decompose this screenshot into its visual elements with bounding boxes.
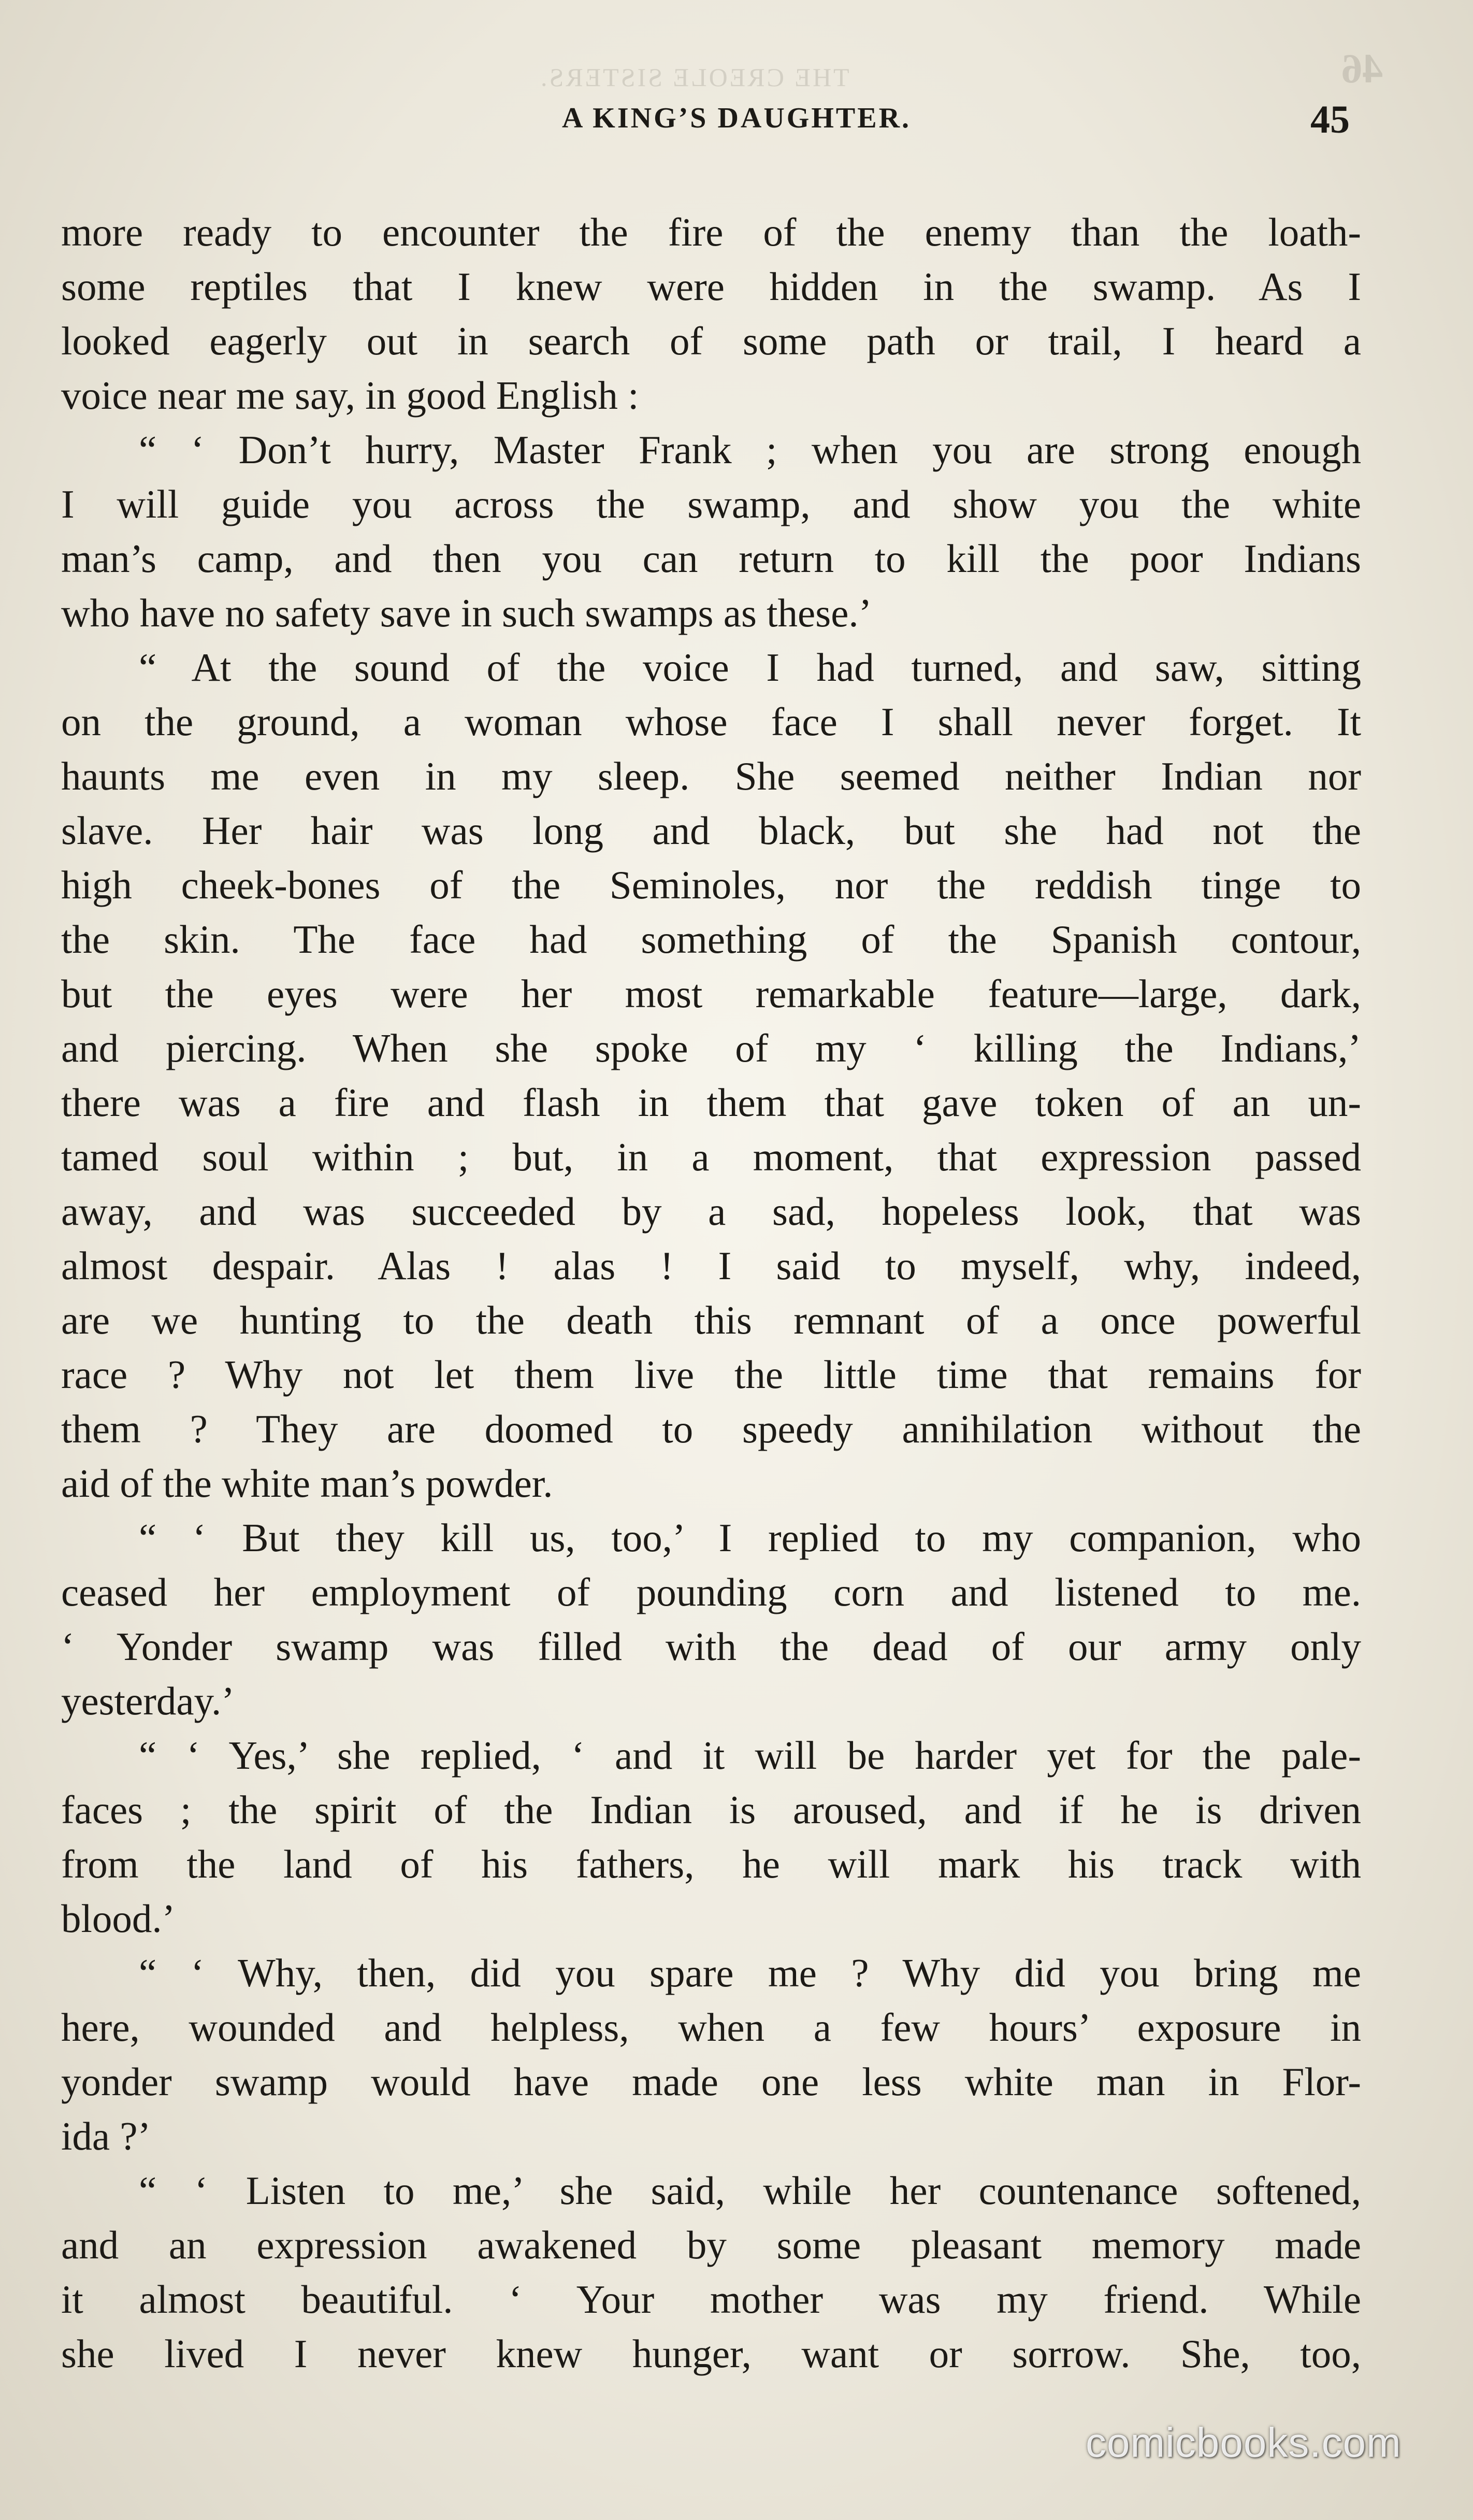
text-line: “ ‘ Listen to me,’ she said, while her countenance softened,: [139, 2168, 1361, 2213]
text-line: away, and was succeeded by a sad, hopeless look, that was: [61, 1189, 1361, 1234]
running-head: A KING’S DAUGHTER.: [561, 102, 912, 134]
text-line: “ ‘ Why, then, did you spare me ? Why did you bring me: [139, 1951, 1361, 1995]
text-line: haunts me even in my sleep. She seemed neither Indian nor: [61, 754, 1361, 798]
text-line: yesterday.’: [61, 1679, 235, 1723]
page-number: 45: [1310, 98, 1350, 141]
text-line: high cheek-bones of the Seminoles, nor the reddish tinge to: [61, 863, 1361, 907]
text-line: here, wounded and helpless, when a few hours’ exposure in: [61, 2005, 1361, 2050]
show-through-page-number: 46: [1341, 46, 1383, 92]
text-line: more ready to encounter the fire of the enemy than the loath-: [61, 210, 1361, 254]
text-line: the skin. The face had something of the Spanish contour,: [61, 917, 1361, 962]
text-line: aid of the white man’s powder.: [61, 1461, 553, 1506]
text-line: who have no safety save in such swamps as these.’: [61, 591, 872, 635]
text-line: race ? Why not let them live the little time that remains for: [61, 1352, 1361, 1397]
text-line: faces ; the spirit of the Indian is aroused, and if he is driven: [61, 1787, 1361, 1832]
show-through-running-head: THE CREOLE SISTERS.: [539, 63, 849, 92]
text-line: them ? They are doomed to speedy annihilation without the: [61, 1407, 1361, 1451]
text-line: tamed soul within ; but, in a moment, that expression passed: [61, 1135, 1361, 1179]
text-line: “ At the sound of the voice I had turned, and saw, sitting: [139, 645, 1361, 690]
text-line: slave. Her hair was long and black, but she had not the: [61, 808, 1361, 853]
text-line: “ ‘ But they kill us, too,’ I replied to my companion, who: [139, 1515, 1361, 1560]
text-line: blood.’: [61, 1896, 176, 1941]
body-text: [61, 205, 1361, 2381]
text-line: man’s camp, and then you can return to kill the poor Indians: [61, 536, 1361, 581]
text-line: I will guide you across the swamp, and show you the white: [61, 482, 1361, 526]
text-line: she lived I never knew hunger, want or sorrow. She, too,: [61, 2331, 1361, 2376]
text-line: almost despair. Alas ! alas ! I said to myself, why, indeed,: [61, 1243, 1361, 1288]
text-line: ida ?’: [61, 2114, 151, 2158]
text-line: but the eyes were her most remarkable feature—large, dark,: [61, 971, 1361, 1016]
text-line: and an expression awakened by some pleasant memory made: [61, 2223, 1361, 2267]
text-line: ceased her employment of pounding corn and listened to me.: [61, 1570, 1361, 1614]
text-line: and piercing. When she spoke of my ‘ killing the Indians,’: [61, 1026, 1361, 1070]
text-line: are we hunting to the death this remnant of a once powerful: [61, 1298, 1361, 1342]
text-line: some reptiles that I knew were hidden in the swamp. As I: [61, 264, 1361, 309]
page-header: [0, 98, 1473, 148]
watermark-logo: comicbooks.com: [1086, 2419, 1402, 2466]
text-line: “ ‘ Don’t hurry, Master Frank ; when you are strong enough: [139, 427, 1361, 472]
text-line: looked eagerly out in search of some path or trail, I heard a: [61, 319, 1361, 363]
text-line: there was a fire and flash in them that gave token of an un-: [61, 1080, 1361, 1125]
text-line: on the ground, a woman whose face I shall never forget. It: [61, 699, 1361, 744]
text-line: yonder swamp would have made one less white man in Flor-: [61, 2059, 1361, 2104]
text-line: ‘ Yonder swamp was filled with the dead of our army only: [61, 1624, 1361, 1669]
text-line: from the land of his fathers, he will mark his track with: [61, 1842, 1361, 1886]
text-line: “ ‘ Yes,’ she replied, ‘ and it will be harder yet for the pale-: [139, 1733, 1361, 1778]
text-line: it almost beautiful. ‘ Your mother was my friend. While: [61, 2277, 1361, 2322]
text-line: voice near me say, in good English :: [61, 373, 639, 418]
